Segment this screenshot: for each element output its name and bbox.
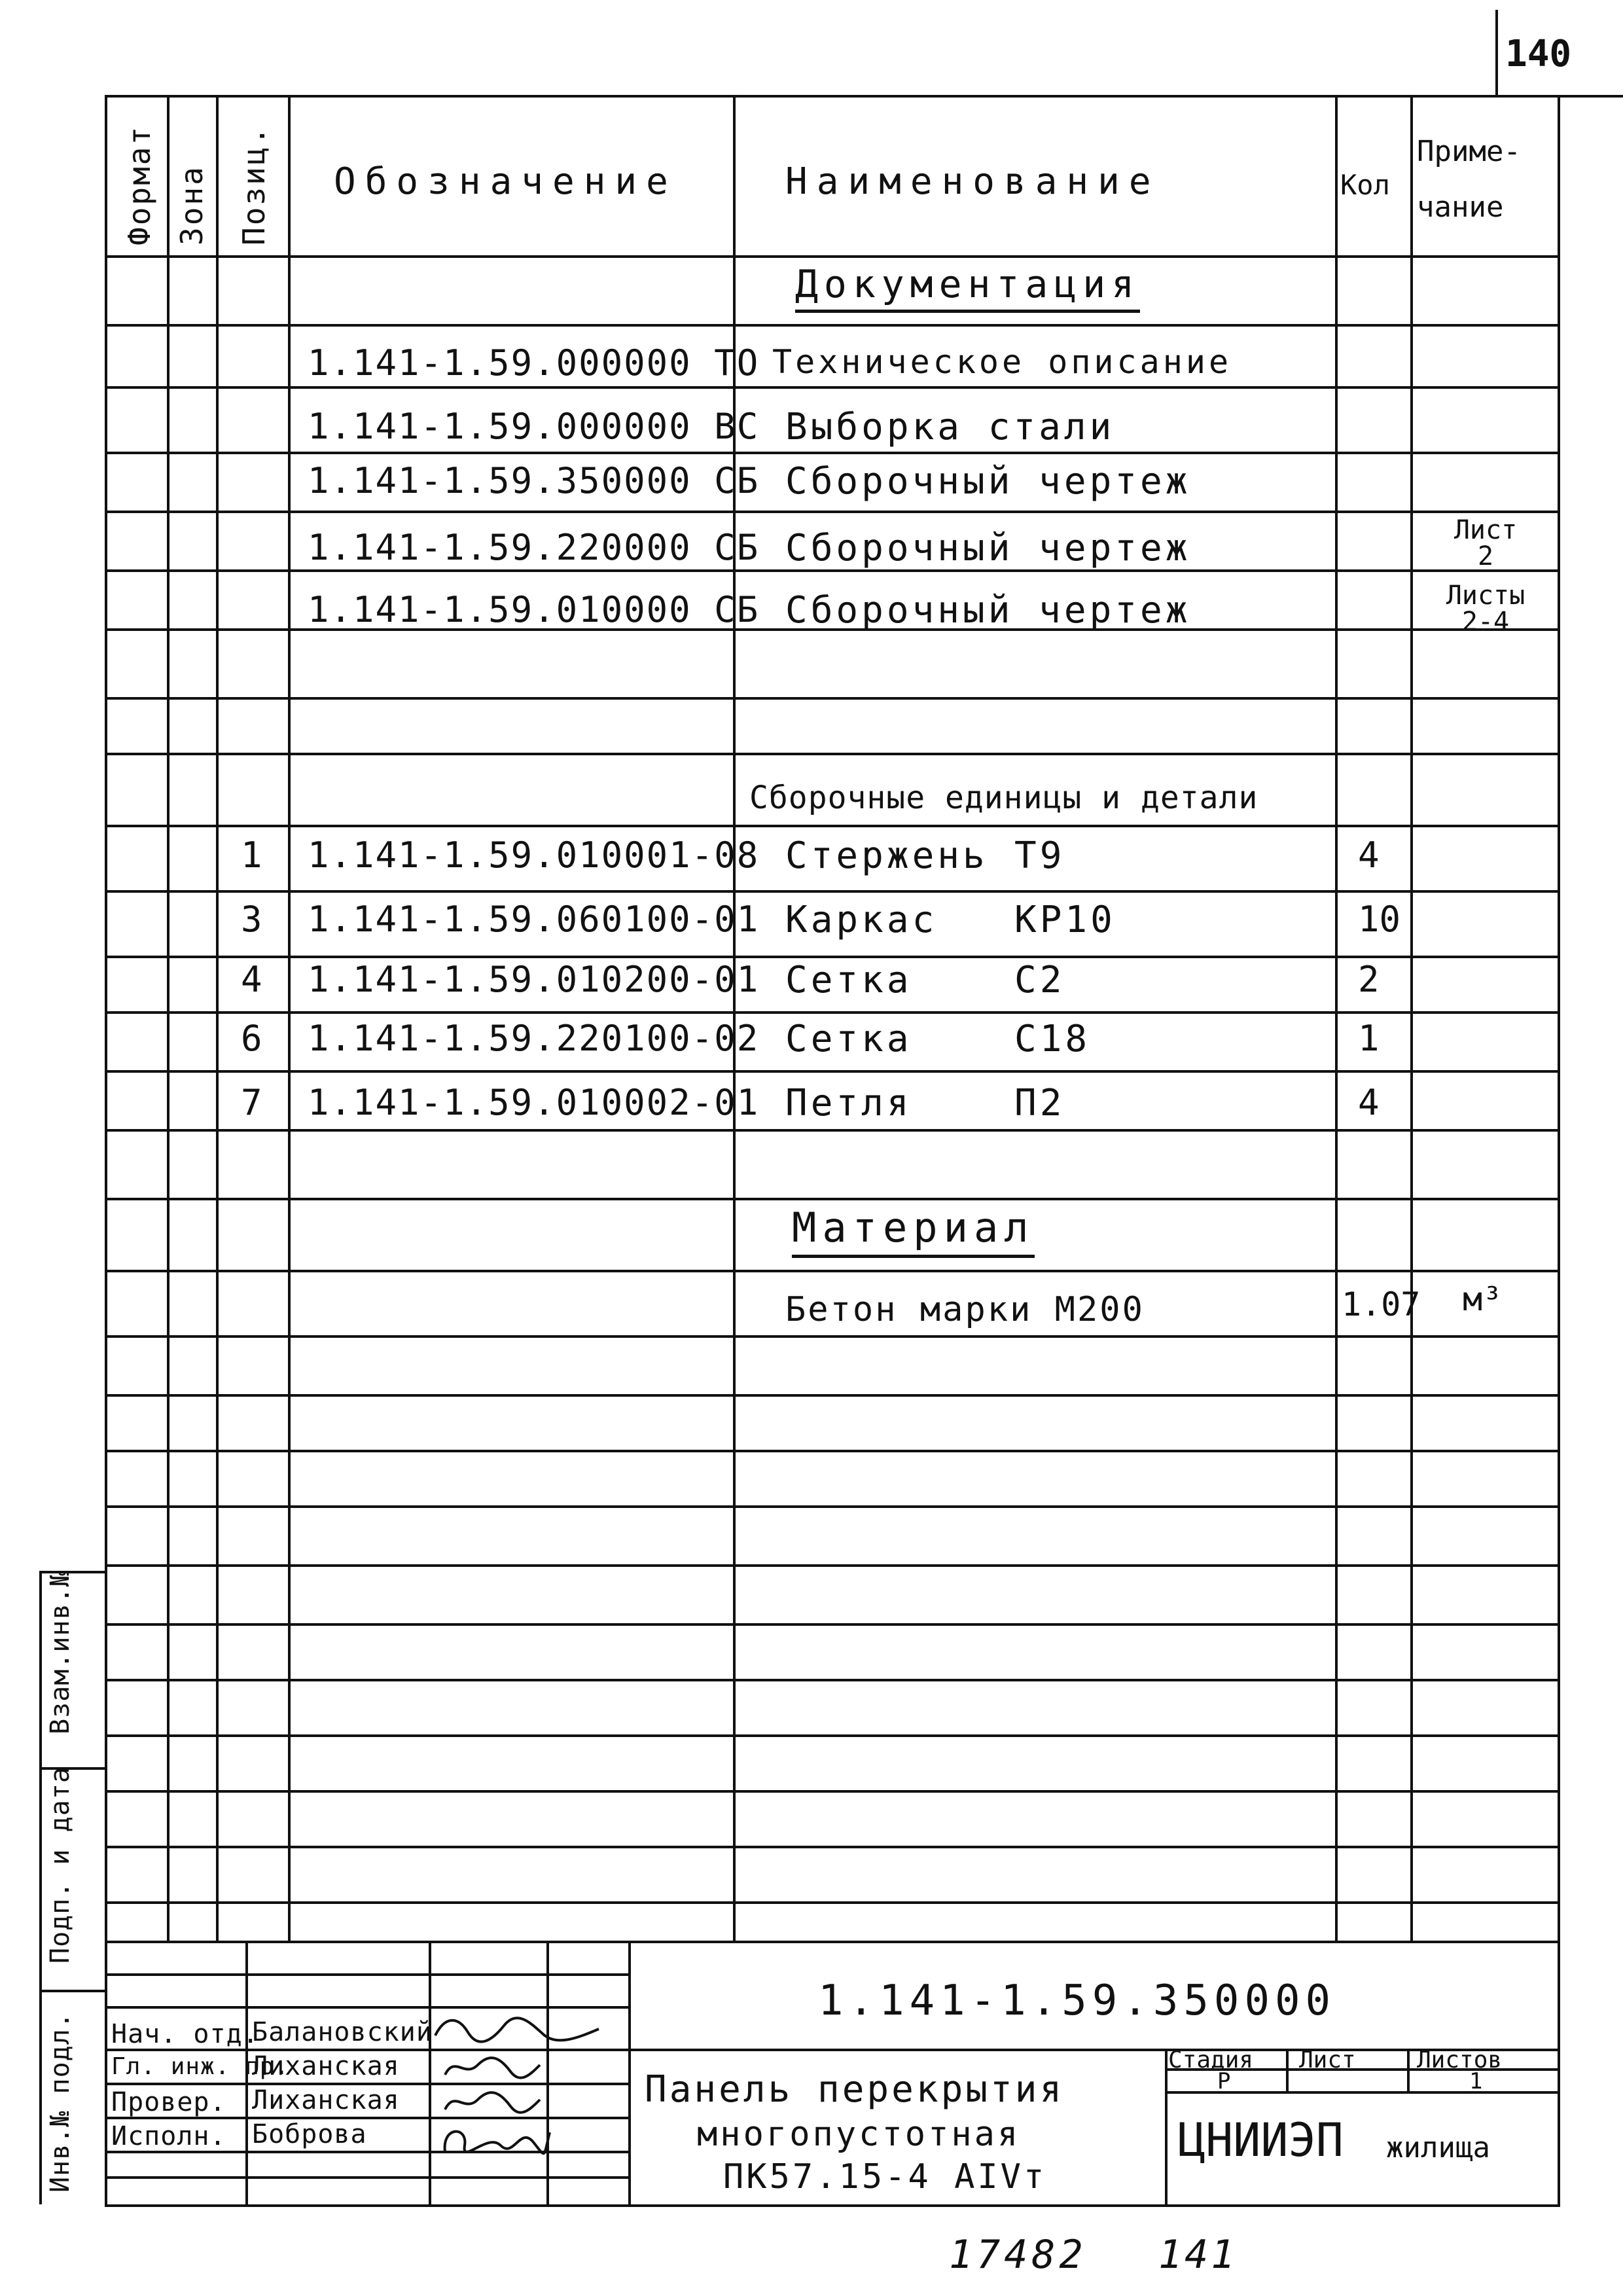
tb-role-1: Нач. отд. — [111, 2019, 259, 2049]
tb-sheet-label: Лист — [1299, 2047, 1356, 2073]
footer-album-number: 17482 — [949, 2232, 1087, 2278]
tb-sig-line-1 — [105, 1973, 628, 1976]
row-line — [105, 1734, 1560, 1737]
part-position: 6 — [241, 1018, 262, 1059]
tb-organization: ЦНИИЭП — [1178, 2113, 1344, 2167]
sheet-number: 140 — [1505, 33, 1572, 75]
footer-page-number: 141 — [1158, 2232, 1238, 2278]
frame-left-line — [105, 95, 107, 2206]
row-line — [105, 956, 1560, 958]
part-designation: 1.141-1.59.220100-02 — [308, 1018, 760, 1059]
part-mark: С2 — [1014, 959, 1065, 1001]
frame-right-line — [1558, 95, 1560, 2206]
margin-strip-div-2 — [39, 1990, 105, 1992]
tb-title-1: Панель перекрытия — [645, 2068, 1065, 2111]
tb-sig-line-2 — [105, 2006, 628, 2009]
doc-2-designation: 1.141-1.59.000000 ВС — [308, 406, 760, 447]
part-mark: С18 — [1014, 1018, 1091, 1060]
part-qty: 4 — [1358, 1082, 1380, 1123]
doc-5-note-2: 2-4 — [1461, 607, 1510, 637]
tb-role-2: Гл. инж. пр. — [111, 2053, 290, 2080]
row-line — [105, 890, 1560, 893]
tb-top-line — [105, 1941, 1560, 1943]
tb-role-4: Исполн. — [111, 2121, 226, 2151]
header-position: Позиц. — [236, 124, 272, 245]
doc-3-name: Сборочный чертеж — [785, 460, 1191, 503]
part-designation: 1.141-1.59.010002-01 — [308, 1082, 760, 1123]
col-line-qty — [1410, 95, 1413, 1941]
tb-stage-left — [1165, 2049, 1168, 2206]
row-line — [105, 1335, 1560, 1338]
tb-role-3: Провер. — [111, 2087, 226, 2117]
header-format: Формат — [122, 124, 157, 245]
part-name: Сетка — [785, 1018, 912, 1060]
section-material: Материал — [792, 1208, 1035, 1258]
row-line — [105, 1129, 1560, 1132]
frame-bottom-line — [105, 2204, 1560, 2207]
row-line — [105, 1450, 1560, 1452]
doc-4-designation: 1.141-1.59.220000 СБ — [308, 527, 760, 568]
part-qty: 1 — [1358, 1018, 1380, 1059]
row-line — [105, 324, 1560, 327]
doc-1-designation: 1.141-1.59.000000 ТО — [308, 342, 760, 384]
row-line — [105, 1270, 1560, 1272]
row-line — [105, 1198, 1560, 1200]
row-line — [105, 825, 1560, 827]
doc-5-note-1: Листы — [1446, 581, 1525, 611]
header-name: Наименование — [785, 160, 1160, 203]
col-line-format — [167, 95, 169, 1941]
signature-3-icon — [438, 2087, 543, 2119]
tb-person-2: Лиханская — [252, 2051, 400, 2081]
tb-title-2: многопустотная — [697, 2115, 1021, 2154]
tb-stage-label: Стадия — [1168, 2047, 1254, 2073]
row-line — [105, 1790, 1560, 1793]
tb-organization-sub: жилища — [1386, 2131, 1490, 2164]
header-row-line — [105, 255, 1560, 258]
margin-label-1: Инв.№ подл. — [45, 2012, 75, 2193]
doc-1-name: Техническое описание — [772, 343, 1232, 381]
doc-4-note-1: Лист — [1454, 515, 1518, 545]
part-qty: 2 — [1358, 959, 1380, 1000]
tb-person-4: Боброва — [252, 2119, 367, 2149]
part-name: Петля — [785, 1082, 912, 1124]
part-mark: Т9 — [1014, 834, 1065, 877]
signature-2-icon — [438, 2052, 543, 2085]
part-designation: 1.141-1.59.010001-08 — [308, 834, 760, 876]
section-assembly: Сборочные единицы и детали — [749, 780, 1258, 816]
tb-sheets-value: 1 — [1469, 2068, 1483, 2094]
material-name: Бетон марки М200 — [785, 1290, 1145, 1329]
row-line — [105, 1623, 1560, 1626]
part-mark: КР10 — [1014, 899, 1116, 941]
material-qty: 1.07 — [1342, 1285, 1421, 1323]
margin-label-2: Подп. и дата — [45, 1767, 75, 1964]
row-line — [105, 753, 1560, 755]
doc-2-name: Выборка стали — [785, 406, 1115, 448]
tb-title-3: ПК57.15-4 АIVт — [723, 2157, 1047, 2197]
signature-1-icon — [432, 2009, 602, 2049]
part-designation: 1.141-1.59.060100-01 — [308, 899, 760, 940]
col-line-zone — [216, 95, 219, 1941]
col-line-pos — [288, 95, 291, 1941]
part-name: Стержень — [785, 834, 988, 877]
doc-3-designation: 1.141-1.59.350000 СБ — [308, 460, 760, 501]
tb-col-name — [429, 1941, 431, 2206]
row-line — [105, 452, 1560, 454]
tb-col-sign — [546, 1941, 549, 2206]
row-line — [105, 1679, 1560, 1681]
row-line — [105, 1846, 1560, 1848]
part-qty: 10 — [1358, 899, 1401, 940]
section-documentation: Документация — [795, 265, 1140, 313]
part-mark: П2 — [1014, 1082, 1065, 1124]
doc-4-name: Сборочный чертеж — [785, 527, 1191, 569]
frame-top-line — [105, 95, 1623, 98]
row-line — [105, 569, 1560, 572]
part-position: 3 — [241, 899, 262, 940]
part-name: Сетка — [785, 959, 912, 1001]
row-line — [105, 1901, 1560, 1904]
part-position: 4 — [241, 959, 262, 1000]
row-line — [105, 1564, 1560, 1567]
row-line — [105, 386, 1560, 389]
part-position: 7 — [241, 1082, 262, 1123]
part-position: 1 — [241, 834, 262, 876]
material-unit: м³ — [1463, 1280, 1503, 1318]
margin-label-3: Взам.инв.№ — [45, 1570, 75, 1734]
row-line — [105, 1394, 1560, 1397]
doc-4-note-2: 2 — [1477, 541, 1494, 571]
header-note-1: Приме- — [1417, 135, 1521, 168]
row-line — [105, 1505, 1560, 1508]
doc-5-name: Сборочный чертеж — [785, 589, 1191, 632]
header-zone: Зона — [174, 165, 209, 245]
tb-sheets-label: Листов — [1417, 2047, 1503, 2073]
signature-4-icon — [435, 2119, 553, 2165]
tb-col-date — [628, 1941, 631, 2206]
tb-person-1: Балановский — [252, 2017, 433, 2047]
header-designation: Обозначение — [334, 160, 677, 203]
doc-5-designation: 1.141-1.59.010000 СБ — [308, 589, 760, 630]
row-line — [105, 1070, 1560, 1073]
tb-stage-value: Р — [1217, 2068, 1231, 2094]
part-name: Каркас — [785, 899, 938, 941]
row-line — [105, 697, 1560, 700]
part-qty: 4 — [1358, 834, 1380, 876]
margin-strip-line — [39, 1571, 42, 2204]
tb-document-code: 1.141-1.59.350000 — [818, 1977, 1336, 2025]
row-line — [105, 1011, 1560, 1014]
tb-person-3: Лиханская — [252, 2085, 400, 2115]
col-line-name — [1335, 95, 1338, 1941]
tb-sig-line-7 — [105, 2176, 628, 2179]
header-qty: Кол — [1340, 169, 1390, 201]
part-designation: 1.141-1.59.010200-01 — [308, 959, 760, 1000]
header-note-2: чание — [1417, 190, 1504, 224]
row-line — [105, 511, 1560, 513]
